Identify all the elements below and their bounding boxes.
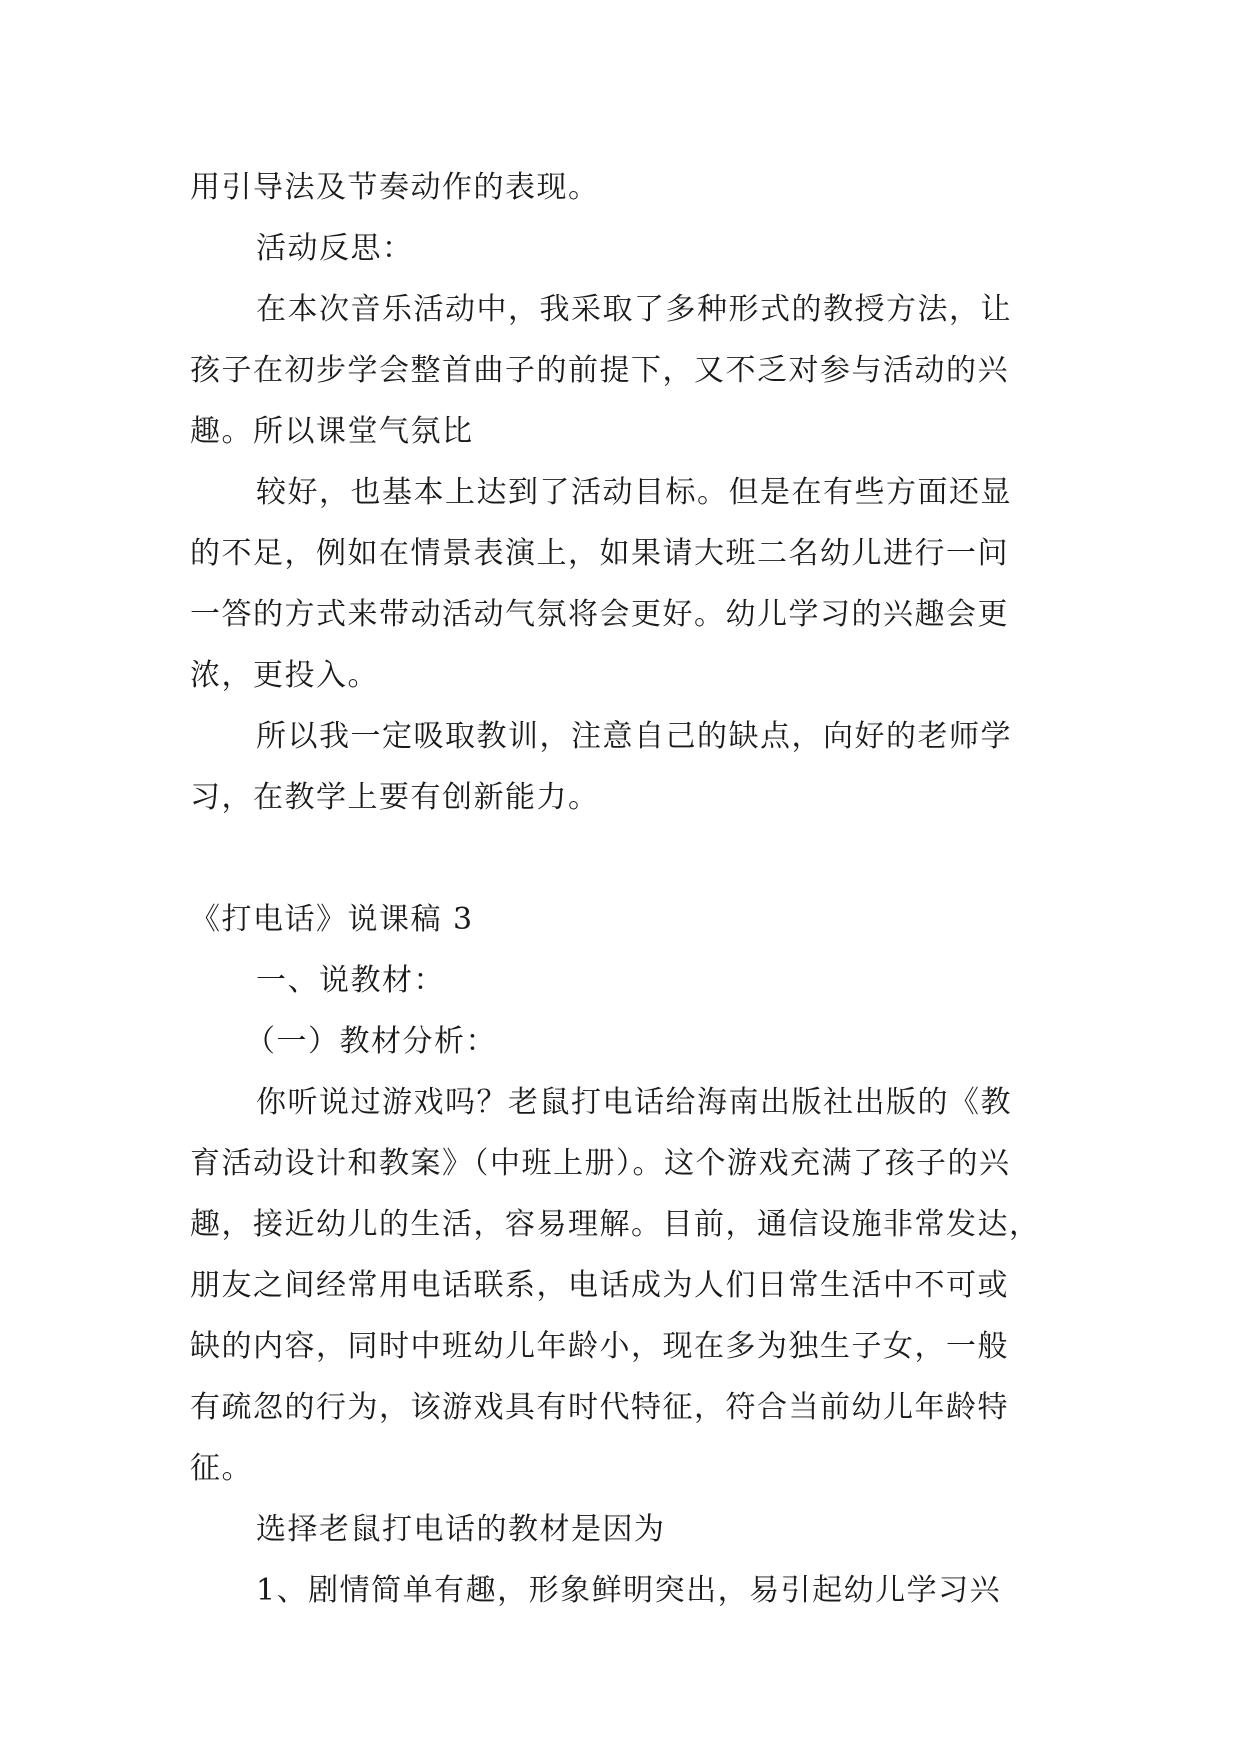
text-line: 选择老鼠打电话的教材是因为: [256, 1512, 666, 1547]
text-line: 习，在教学上要有创新能力。: [190, 780, 600, 815]
text-line: 育活动设计和教案》（中班上册）。这个游戏充满了孩子的兴: [190, 1146, 1011, 1181]
text-line: 较好，也基本上达到了活动目标。但是在有些方面还显: [256, 475, 1012, 510]
text-line: 用引导法及节奏动作的表现。: [190, 170, 600, 205]
text-line: 趣，接近幼儿的生活，容易理解。目前，通信设施非常发达，: [190, 1207, 1041, 1242]
text-line: 浓，更投入。: [190, 658, 379, 693]
text-line: 活动反思：: [256, 231, 414, 266]
section-title: 《打电话》说课稿 3: [190, 902, 474, 937]
text-line: 缺的内容，同时中班幼儿年龄小，现在多为独生子女，一般: [190, 1329, 1009, 1364]
text-line: 在本次音乐活动中，我采取了多种形式的教授方法，让: [256, 292, 1012, 327]
text-line: 所以我一定吸取教训，注意自己的缺点，向好的老师学: [256, 719, 1012, 754]
text-line: 有疏忽的行为，该游戏具有时代特征，符合当前幼儿年龄特: [190, 1390, 1009, 1425]
text-line: 你听说过游戏吗？老鼠打电话给海南出版社出版的《教: [256, 1085, 1012, 1120]
text-line: 一答的方式来带动活动气氛将会更好。幼儿学习的兴趣会更: [190, 597, 1009, 632]
section-heading: 一、说教材：: [256, 963, 445, 998]
subsection-heading: （一）教材分析：: [245, 1024, 497, 1059]
text-line: 征。: [190, 1451, 253, 1486]
text-line: 1、剧情简单有趣，形象鲜明突出，易引起幼儿学习兴: [256, 1573, 1002, 1608]
text-line: 孩子在初步学会整首曲子的前提下，又不乏对参与活动的兴: [190, 353, 1009, 388]
text-line: 的不足，例如在情景表演上，如果请大班二名幼儿进行一问: [190, 536, 1009, 571]
text-line: 朋友之间经常用电话联系，电话成为人们日常生活中不可或: [190, 1268, 1009, 1303]
text-line: 趣。所以课堂气氛比: [190, 414, 474, 449]
